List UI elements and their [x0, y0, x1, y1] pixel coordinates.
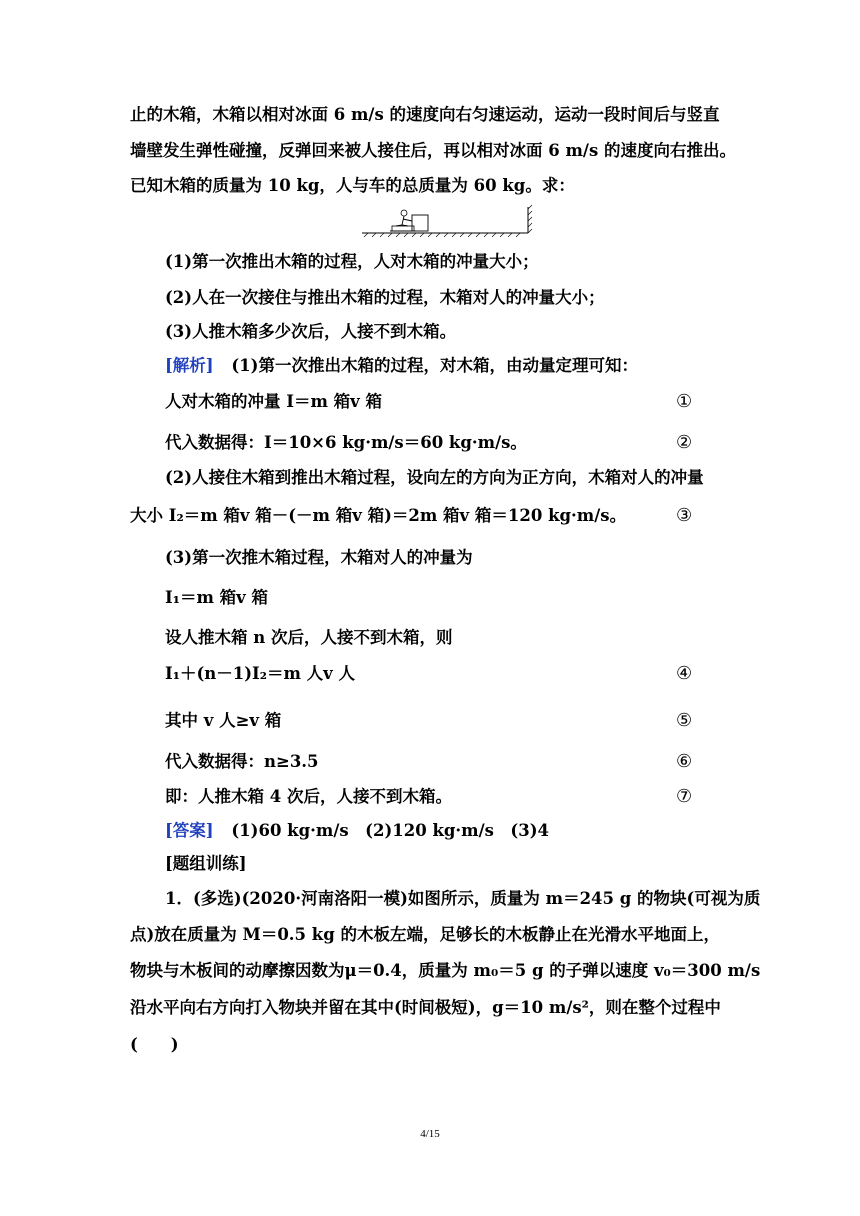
eq-marker-6: ⑥ [676, 751, 693, 772]
solution-line-6: (3)第一次推木箱过程，木箱对人的冲量为 [165, 548, 473, 567]
problem-line-2: 点)放在质量为 M＝0.5 kg 的木板左端，足够长的木板静止在光滑水平地面上， [130, 925, 720, 944]
page-number: 4/15 [420, 1128, 440, 1140]
solution-line-4: (2)人接住木箱到推出木箱过程，设向左的方向为正方向，木箱对人的冲量 [165, 468, 704, 487]
question-2: (2)人在一次接住与推出木箱的过程，木箱对人的冲量大小； [165, 288, 605, 307]
solution-tag: [解析] [165, 356, 214, 375]
solution-line-9: I₁＋(n－1)I₂＝m 人v 人 [165, 664, 356, 683]
training-tag: [题组训练] [165, 854, 247, 873]
solution-line-3: 代入数据得：I＝10×6 kg·m/s＝60 kg·m/s。 [165, 433, 527, 452]
problem-line-4: 沿水平向右方向打入物块并留在其中(时间极短)，g＝10 m/s²，则在整个过程中 [130, 998, 721, 1017]
solution-line-1 [165, 355, 638, 377]
answer-line [165, 820, 549, 842]
figure-person-cart-box-wall [360, 203, 536, 239]
eq-marker-5: ⑤ [676, 710, 693, 731]
eq-marker-2: ② [676, 432, 693, 453]
eq-marker-4: ④ [676, 663, 693, 684]
answer-tag: [答案] [165, 821, 214, 840]
answer-text: (1)60 kg·m/s (2)120 kg·m/s (3)4 [231, 821, 550, 840]
question-3: (3)人推木箱多少次后，人接不到木箱。 [165, 322, 457, 341]
eq-marker-7: ⑦ [676, 786, 693, 807]
solution-line-10: 其中 v 人≥v 箱 [165, 711, 282, 730]
solution-line-11: 代入数据得：n≥3.5 [165, 752, 319, 771]
solution-line-2: 人对木箱的冲量 I＝m 箱v 箱 [165, 392, 382, 411]
solution-text-1: (1)第一次推出木箱的过程，对木箱，由动量定理可知： [231, 356, 638, 375]
solution-line-12: 即：人推木箱 4 次后，人接不到木箱。 [165, 787, 452, 806]
solution-line-7: I₁＝m 箱v 箱 [165, 588, 268, 607]
para-line-1: 止的木箱，木箱以相对冰面 6 m/s 的速度向右匀速运动，运动一段时间后与竖直 [130, 105, 720, 124]
problem-line-3: 物块与木板间的动摩擦因数为μ＝0.4，质量为 m₀＝5 g 的子弹以速度 v₀＝300 m/s [130, 961, 761, 980]
problem-line-5: ( ) [130, 1035, 179, 1054]
solution-line-5: 大小 I₂＝m 箱v 箱－(－m 箱v 箱)＝2m 箱v 箱＝120 kg·m/s。 [130, 506, 627, 525]
eq-marker-1: ① [676, 391, 693, 412]
para-line-3: 已知木箱的质量为 10 kg，人与车的总质量为 60 kg。求： [130, 176, 575, 195]
solution-line-8: 设人推木箱 n 次后，人接不到木箱，则 [165, 628, 453, 647]
para-line-2: 墙壁发生弹性碰撞，反弹回来被人接住后，再以相对冰面 6 m/s 的速度向右推出。 [130, 141, 736, 160]
question-1: (1)第一次推出木箱的过程，人对木箱的冲量大小； [165, 252, 539, 271]
eq-marker-3: ③ [676, 505, 693, 526]
problem-line-1: 1．(多选)(2020·河南洛阳一模)如图所示，质量为 m＝245 g 的物块(可视为质 [165, 889, 761, 908]
